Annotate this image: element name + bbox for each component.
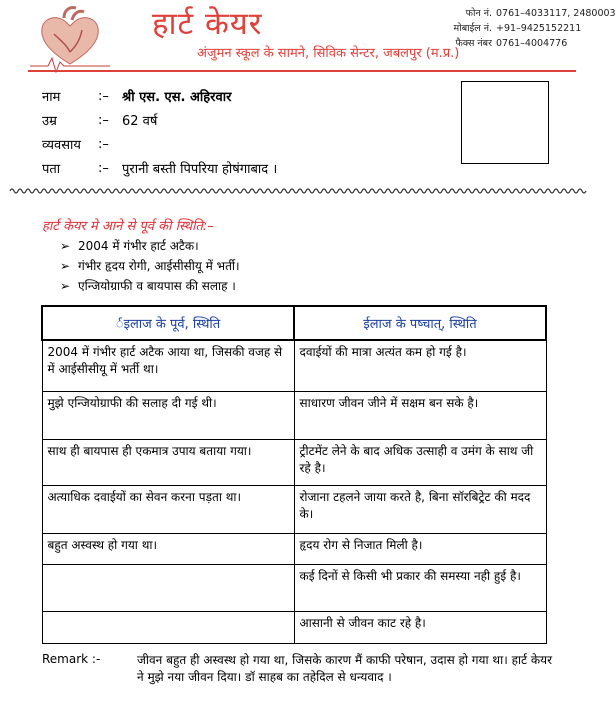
cell-before: 2004 में गंभीर हार्ट अटैक आया था, जिसकी वजह से में आईसीसीयू में भर्ती था। (42, 340, 294, 391)
cell-before (42, 611, 294, 643)
contact-mobile (426, 21, 616, 36)
cell-after: कई दिनों से किसी भी प्रकार की समस्या नही हुई है। (294, 564, 546, 611)
separator: :– (98, 136, 109, 152)
arrow-bullet-icon: ➢ (60, 239, 71, 253)
contact-value: +91–9425152211 (496, 23, 582, 34)
comparison-table (41, 305, 547, 644)
before-list (60, 236, 240, 296)
occupation-label: व्यवसाय (42, 138, 81, 153)
brand-title: हार्ट केयर (152, 6, 263, 42)
table-row (42, 340, 546, 391)
info-row-name (42, 84, 277, 108)
table-row (42, 391, 546, 439)
before-heading: हार्ट केयर मे आने से पूर्व की स्थिति:– (42, 219, 214, 234)
list-item-text: गंभीर हृदय रोगी, आईसीसीयू में भर्ती। (78, 259, 240, 273)
cell-before: अत्याधिक दवाईयों का सेवन करना पड़ता था। (42, 485, 294, 533)
arrow-bullet-icon: ➢ (60, 259, 71, 273)
list-item-text: 2004 में गंभीर हार्ट अटैक। (78, 239, 199, 253)
header-after: ईलाज के पष्चात्‌, स्थिति (294, 306, 546, 340)
table-row (42, 485, 546, 533)
cell-before: बहुत अस्वस्थ हो गया था। (42, 533, 294, 564)
cell-after: आसानी से जीवन काट रहे है। (294, 611, 546, 643)
header-divider (28, 70, 576, 72)
contact-value: 0761–4004776 (496, 38, 568, 49)
patient-name: श्री एस. एस. अहिरवार (122, 90, 232, 105)
cell-after: साधारण जीवन जीने में सक्षम बन सके है। (294, 391, 546, 439)
cell-after: ट्रीटमेंट लेने के बाद अधिक उत्साही व उमंग के साथ जी रहे है। (294, 439, 546, 485)
cell-before: साथ ही बायपास ही एकमात्र उपाय बताया गया। (42, 439, 294, 485)
info-row-age (42, 108, 277, 132)
contact-block (426, 6, 616, 51)
header-before: र्इलाज के पूर्व, स्थिति (42, 306, 294, 340)
contact-label: फोन नं. (465, 8, 492, 19)
table-header-row (42, 306, 546, 340)
cell-after: दवाईयों की मात्रा अत्यंत कम हो गई है। (294, 340, 546, 391)
cell-before (42, 564, 294, 611)
cell-before: मुझे एन्जियोग्राफी की सलाह दी गई थी। (42, 391, 294, 439)
table-row (42, 611, 546, 643)
separator: :– (98, 112, 109, 128)
contact-label: फैक्स नंबर (455, 38, 492, 49)
arrow-bullet-icon: ➢ (60, 279, 71, 293)
table-row (42, 439, 546, 485)
table-row (42, 564, 546, 611)
contact-value: 0761–4033117, 2480003 (496, 8, 616, 19)
info-row-address (42, 156, 277, 180)
list-item (60, 256, 240, 276)
info-row-occupation (42, 132, 277, 156)
patient-info (42, 84, 277, 180)
remark-text: जीवन बहुत ही अस्वस्थ हो गया था, जिसके कारण मैं काफी परेषान, उदास हो गया था। हार्ट केयर ने मुझे नया जीवन दिया। डॉ साहब का तहेदिल से धन्यवाद । (137, 653, 552, 684)
list-item (60, 236, 240, 256)
contact-label: मोबाईल नं. (453, 23, 492, 34)
table-row (42, 533, 546, 564)
patient-age: 62 वर्ष (122, 114, 158, 129)
clinic-address: अंजुमन स्कूल के सामने, सिविक सेन्टर, जबलपुर (म.प्र.) (197, 46, 460, 61)
patient-address: पुरानी बस्ती पिपरिया होषंगाबाद । (122, 162, 278, 177)
cell-after: हृदय रोग से निजात मिली है। (294, 533, 546, 564)
photo-box (461, 81, 549, 164)
cell-after: रोजाना टहलने जाया करते है, बिना सॉरबिट्रेट की मदद के। (294, 485, 546, 533)
separator: :– (98, 160, 109, 176)
list-item (60, 276, 240, 296)
name-label: नाम (42, 90, 61, 105)
remark-label: Remark :- (42, 652, 101, 666)
list-item-text: एन्जियोग्राफी व बायपास की सलाह । (78, 279, 236, 293)
contact-fax (426, 36, 616, 51)
heart-logo-icon (30, 4, 110, 74)
age-label: उम्र (42, 114, 57, 129)
address-label: पता (42, 162, 61, 177)
contact-phone (426, 6, 616, 21)
separator: :– (98, 88, 109, 104)
wavy-divider (10, 186, 582, 196)
